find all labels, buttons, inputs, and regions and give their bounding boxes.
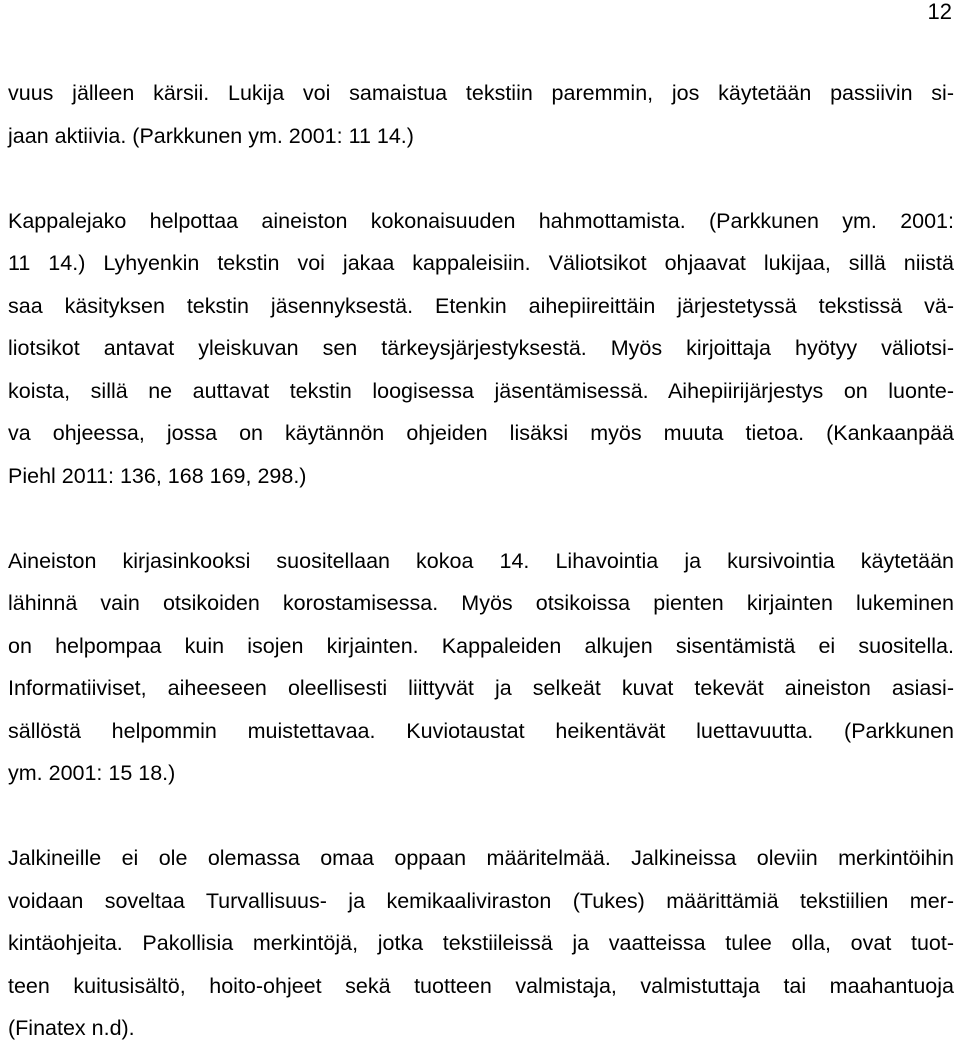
text-line: kintäohjeita. Pakollisia merkintöjä, jotka tekstiileissä ja vaatteissa tulee olla, ovat tuot-: [8, 931, 954, 955]
paragraph: [8, 72, 954, 157]
text-line: 11 14.) Lyhyenkin tekstin voi jakaa kappaleisiin. Väliotsikot ohjaavat lukijaa, sillä niistä: [8, 251, 954, 275]
paragraph: [8, 540, 954, 795]
paragraph: [8, 837, 954, 1050]
text-line: liotsikot antavat yleiskuvan sen tärkeysjärjestyksestä. Myös kirjoittaja hyötyy väliotsi-: [8, 336, 954, 360]
text-line: Informatiiviset, aiheeseen oleellisesti liittyvät ja selkeät kuvat tekevät aineiston asiasi-: [8, 676, 954, 700]
text-line: lähinnä vain otsikoiden korostamisessa. Myös otsikoissa pienten kirjainten lukeminen: [8, 591, 954, 615]
text-line: ym. 2001: 15 18.): [8, 761, 176, 785]
text-line: jaan aktiivia. (Parkkunen ym. 2001: 11 14.): [8, 123, 414, 148]
text-line: voidaan soveltaa Turvallisuus- ja kemikaaliviraston (Tukes) määrittämiä tekstiilien mer-: [8, 888, 954, 913]
text-line: Kappalejako helpottaa aineiston kokonaisuuden hahmottamista. (Parkkunen ym. 2001:: [8, 208, 954, 233]
text-line: va ohjeessa, jossa on käytännön ohjeiden lisäksi myös muuta tietoa. (Kankaanpää: [8, 421, 954, 445]
text-line: on helpompaa kuin isojen kirjainten. Kappaleiden alkujen sisentämistä ei suositella.: [8, 633, 954, 658]
paragraph-spacer: [8, 497, 954, 540]
paragraph: [8, 200, 954, 498]
document-body: [8, 72, 954, 1050]
text-line: (Finatex n.d).: [8, 1016, 135, 1040]
text-line: saa käsityksen tekstin jäsennyksestä. Etenkin aihepiireittäin järjestetyssä tekstissä vä-: [8, 293, 954, 318]
text-line: Piehl 2011: 136, 168 169, 298.): [8, 463, 307, 488]
text-line: sällöstä helpommin muistettavaa. Kuviotaustat heikentävät luettavuutta. (Parkkunen: [8, 718, 954, 743]
text-line: teen kuitusisältö, hoito-ohjeet sekä tuotteen valmistaja, valmistuttaja tai maahantuoja: [8, 973, 954, 998]
page-number: 12: [927, 0, 952, 24]
text-line: Jalkineille ei ole olemassa omaa oppaan määritelmää. Jalkineissa oleviin merkintöihin: [8, 846, 954, 870]
paragraph-spacer: [8, 157, 954, 200]
text-line: Aineiston kirjasinkooksi suositellaan kokoa 14. Lihavointia ja kursivointia käytetään: [8, 548, 954, 573]
paragraph-spacer: [8, 795, 954, 838]
text-line: vuus jälleen kärsii. Lukija voi samaistua tekstiin paremmin, jos käytetään passiivin si-: [8, 81, 954, 105]
text-line: koista, sillä ne auttavat tekstin loogisessa jäsentämisessä. Aihepiirijärjestys on luonte-: [8, 378, 954, 403]
